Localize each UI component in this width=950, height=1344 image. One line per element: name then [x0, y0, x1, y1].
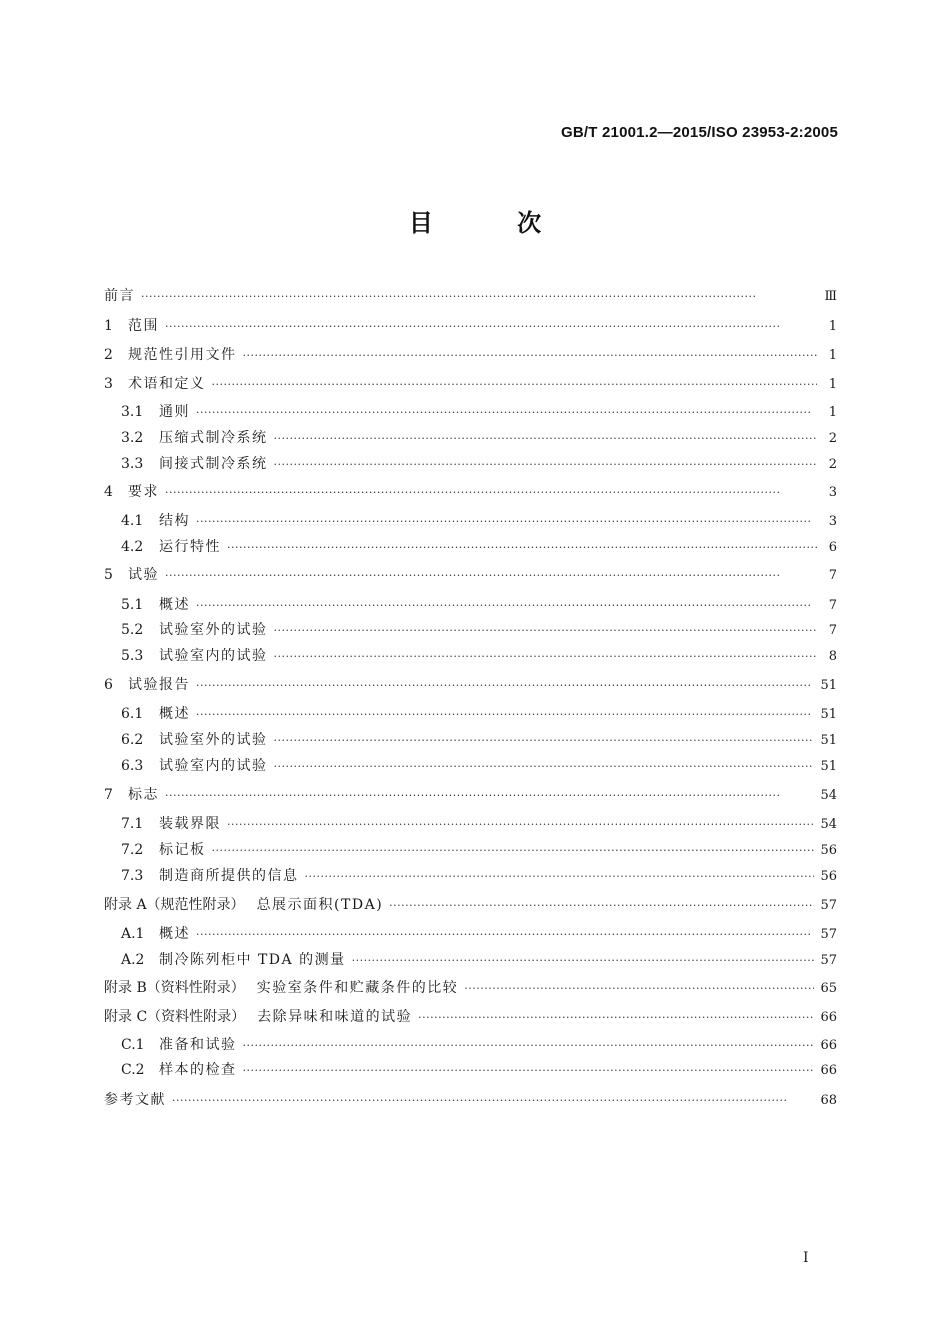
- toc-entry-page: 51: [820, 759, 837, 774]
- toc-leader-dots: [464, 980, 814, 998]
- toc-entry-page: 1: [828, 377, 837, 392]
- toc-entry[interactable]: [121, 403, 837, 422]
- standard-identifier: GB/T 21001.2—2015/ISO 23953-2:2005: [561, 124, 838, 141]
- toc-entry[interactable]: [121, 925, 837, 944]
- toc-entry-page: 54: [820, 788, 837, 803]
- toc-entry[interactable]: [121, 1061, 837, 1080]
- toc-entry-label: 试验室内的试验: [159, 648, 268, 664]
- toc-entry-number: C.2: [121, 1062, 145, 1078]
- toc-entry-number: 5.3: [121, 648, 144, 664]
- toc-entry-number: 1: [104, 318, 113, 334]
- toc-leader-dots: [196, 926, 814, 944]
- toc-entry-number: 7: [104, 787, 113, 803]
- toc-entry-number: 4: [104, 484, 113, 500]
- toc-entry[interactable]: [121, 512, 837, 531]
- toc-entry[interactable]: [104, 483, 837, 502]
- toc-entry-page: 51: [820, 678, 837, 693]
- toc-entry-label: 制造商所提供的信息: [159, 868, 299, 884]
- toc-entry-number: 4.2: [121, 539, 144, 555]
- toc-entry-page: Ⅲ: [824, 289, 837, 304]
- toc-entry[interactable]: [104, 1008, 837, 1027]
- toc-leader-dots: [274, 622, 818, 640]
- toc-entry-page: 1: [828, 348, 837, 363]
- toc-leader-dots: [274, 648, 818, 666]
- toc-entry-number: 5.2: [121, 622, 144, 638]
- toc-entry-label: 标记板: [159, 842, 206, 858]
- toc-entry[interactable]: [121, 429, 837, 448]
- toc-entry-page: 6: [828, 540, 837, 555]
- toc-entry-page: 7: [828, 568, 837, 583]
- toc-leader-dots: [274, 456, 818, 474]
- toc-leader-dots: [196, 404, 817, 422]
- toc-entry-label: 压缩式制冷系统: [159, 430, 268, 446]
- toc-leader-dots: [196, 706, 814, 724]
- toc-entry-number: 7.1: [121, 816, 144, 832]
- toc-entry-number: 4.1: [121, 513, 144, 529]
- page-title: 目 次: [408, 208, 580, 237]
- toc-entry-page: 8: [828, 649, 837, 664]
- toc-leader-dots: [227, 816, 814, 834]
- toc-entry-page: 51: [820, 733, 837, 748]
- toc-leader-dots: [389, 897, 814, 915]
- toc-entry-label: 运行特性: [159, 539, 221, 555]
- toc-entry-label: 试验室外的试验: [159, 622, 268, 638]
- toc-entry-label: 标志: [128, 787, 159, 803]
- toc-leader-dots: [305, 868, 815, 886]
- toc-entry-label: 样本的检查: [159, 1062, 237, 1078]
- toc-leader-dots: [274, 758, 815, 776]
- toc-entry[interactable]: [104, 786, 837, 805]
- toc-entry[interactable]: [104, 1091, 837, 1110]
- toc-leader-dots: [352, 952, 815, 970]
- toc-entry-label: 概述: [159, 706, 190, 722]
- toc-leader-dots: [274, 430, 818, 448]
- toc-entry-label: 结构: [159, 513, 190, 529]
- toc-entry[interactable]: [121, 757, 837, 776]
- toc-entry-page: 1: [828, 405, 837, 420]
- toc-entry-page: 66: [820, 1010, 837, 1025]
- toc-leader-dots: [165, 567, 817, 585]
- toc-entry[interactable]: [121, 596, 837, 615]
- toc-entry-number: 附录 B（资料性附录）: [104, 980, 245, 996]
- toc-entry-label: 去除异味和味道的试验: [257, 1009, 413, 1025]
- toc-entry[interactable]: [104, 566, 837, 585]
- toc-entry-label: 通则: [159, 404, 190, 420]
- toc-entry[interactable]: [121, 731, 837, 750]
- toc-entry-page: 68: [820, 1093, 837, 1108]
- toc-entry-page: 7: [828, 623, 837, 638]
- toc-entry-number: 7.3: [121, 868, 144, 884]
- toc-entry-number: A.2: [121, 952, 145, 968]
- toc-entry-number: A.1: [121, 926, 145, 942]
- toc-leader-dots: [196, 677, 814, 695]
- toc-leader-dots: [243, 1037, 815, 1055]
- toc-entry[interactable]: [121, 621, 837, 640]
- toc-entry-number: 7.2: [121, 842, 144, 858]
- toc-entry-label: 术语和定义: [128, 376, 206, 392]
- toc-entry-page: 3: [828, 514, 837, 529]
- toc-entry[interactable]: [104, 346, 837, 365]
- toc-entry-label: 概述: [159, 597, 190, 613]
- toc-entry-page: 51: [820, 707, 837, 722]
- toc-entry-label: 试验室外的试验: [159, 732, 268, 748]
- toc-entry[interactable]: [104, 896, 837, 915]
- toc-entry[interactable]: [104, 317, 837, 336]
- toc-entry-page: 57: [820, 953, 837, 968]
- toc-entry-label: 总展示面积(TDA): [256, 897, 384, 913]
- toc-entry-label: 规范性引用文件: [128, 347, 237, 363]
- toc-entry-number: 3.2: [121, 430, 144, 446]
- toc-entry[interactable]: [104, 287, 837, 306]
- toc-entry-page: 7: [828, 598, 837, 613]
- toc-leader-dots: [165, 787, 814, 805]
- toc-entry-label: 前言: [104, 288, 135, 304]
- toc-entry-number: 附录 A（规范性附录）: [104, 897, 245, 913]
- toc-entry-number: 6.3: [121, 758, 144, 774]
- toc-leader-dots: [165, 318, 817, 336]
- toc-leader-dots: [212, 376, 818, 394]
- toc-entry[interactable]: [121, 867, 837, 886]
- toc-entry-page: 66: [820, 1063, 837, 1078]
- toc-entry-number: 3.3: [121, 456, 144, 472]
- toc-entry-label: 试验: [128, 567, 159, 583]
- toc-entry-page: 1: [828, 319, 837, 334]
- toc-entry-number: 2: [104, 347, 113, 363]
- toc-entry-label: 试验报告: [128, 677, 190, 693]
- toc-leader-dots: [274, 732, 815, 750]
- toc-entry-number: 6.1: [121, 706, 144, 722]
- toc-leader-dots: [418, 1009, 814, 1027]
- toc-entry[interactable]: [104, 375, 837, 394]
- toc-entry[interactable]: [121, 705, 837, 724]
- page-number: I: [803, 1250, 809, 1266]
- toc-entry-label: 实验室条件和贮藏条件的比较: [256, 980, 459, 996]
- toc-entry-page: 57: [820, 927, 837, 942]
- toc-entry[interactable]: [121, 1036, 837, 1055]
- toc-entry-label: 装载界限: [159, 816, 221, 832]
- toc-entry-number: 6: [104, 677, 113, 693]
- toc-leader-dots: [243, 347, 818, 365]
- toc-entry[interactable]: [104, 676, 837, 695]
- toc-entry-label: 要求: [128, 484, 159, 500]
- toc-entry-page: 56: [820, 869, 837, 884]
- toc-entry[interactable]: [104, 979, 837, 998]
- toc-leader-dots: [196, 513, 817, 531]
- toc-entry-page: 2: [828, 457, 837, 472]
- toc-entry-label: 试验室内的试验: [159, 758, 268, 774]
- toc-entry-label: 间接式制冷系统: [159, 456, 268, 472]
- toc-leader-dots: [243, 1062, 815, 1080]
- toc-leader-dots: [227, 539, 817, 557]
- toc-entry-page: 66: [820, 1038, 837, 1053]
- toc-entry-page: 3: [828, 485, 837, 500]
- toc-entry-label: 准备和试验: [159, 1037, 237, 1053]
- toc-entry-page: 65: [820, 981, 837, 996]
- toc-entry-page: 57: [820, 898, 837, 913]
- toc-leader-dots: [196, 597, 817, 615]
- toc-entry-number: 6.2: [121, 732, 144, 748]
- toc-entry-label: 范围: [128, 318, 159, 334]
- toc-entry[interactable]: [121, 647, 837, 666]
- toc-leader-dots: [165, 484, 817, 502]
- toc-entry-page: 56: [820, 843, 837, 858]
- toc-leader-dots: [172, 1092, 814, 1110]
- toc-entry[interactable]: [121, 815, 837, 834]
- toc-entry-number: 附录 C（资料性附录）: [104, 1009, 246, 1025]
- toc-entry-number: 5.1: [121, 597, 144, 613]
- toc-entry-number: 5: [104, 567, 113, 583]
- toc-entry-number: C.1: [121, 1037, 145, 1053]
- toc-entry-page: 2: [828, 431, 837, 446]
- toc-entry-label: 概述: [159, 926, 190, 942]
- toc-leader-dots: [212, 842, 815, 860]
- toc-leader-dots: [141, 288, 817, 306]
- toc-entry-label: 参考文献: [104, 1092, 166, 1108]
- toc-entry-number: 3: [104, 376, 113, 392]
- toc-entry[interactable]: [121, 455, 837, 474]
- toc-entry-number: 3.1: [121, 404, 144, 420]
- toc-entry[interactable]: [121, 951, 837, 970]
- toc-entry-page: 54: [820, 817, 837, 832]
- toc-entry[interactable]: [121, 841, 837, 860]
- toc-entry[interactable]: [121, 538, 837, 557]
- toc-entry-label: 制冷陈列柜中 TDA 的测量: [159, 952, 346, 968]
